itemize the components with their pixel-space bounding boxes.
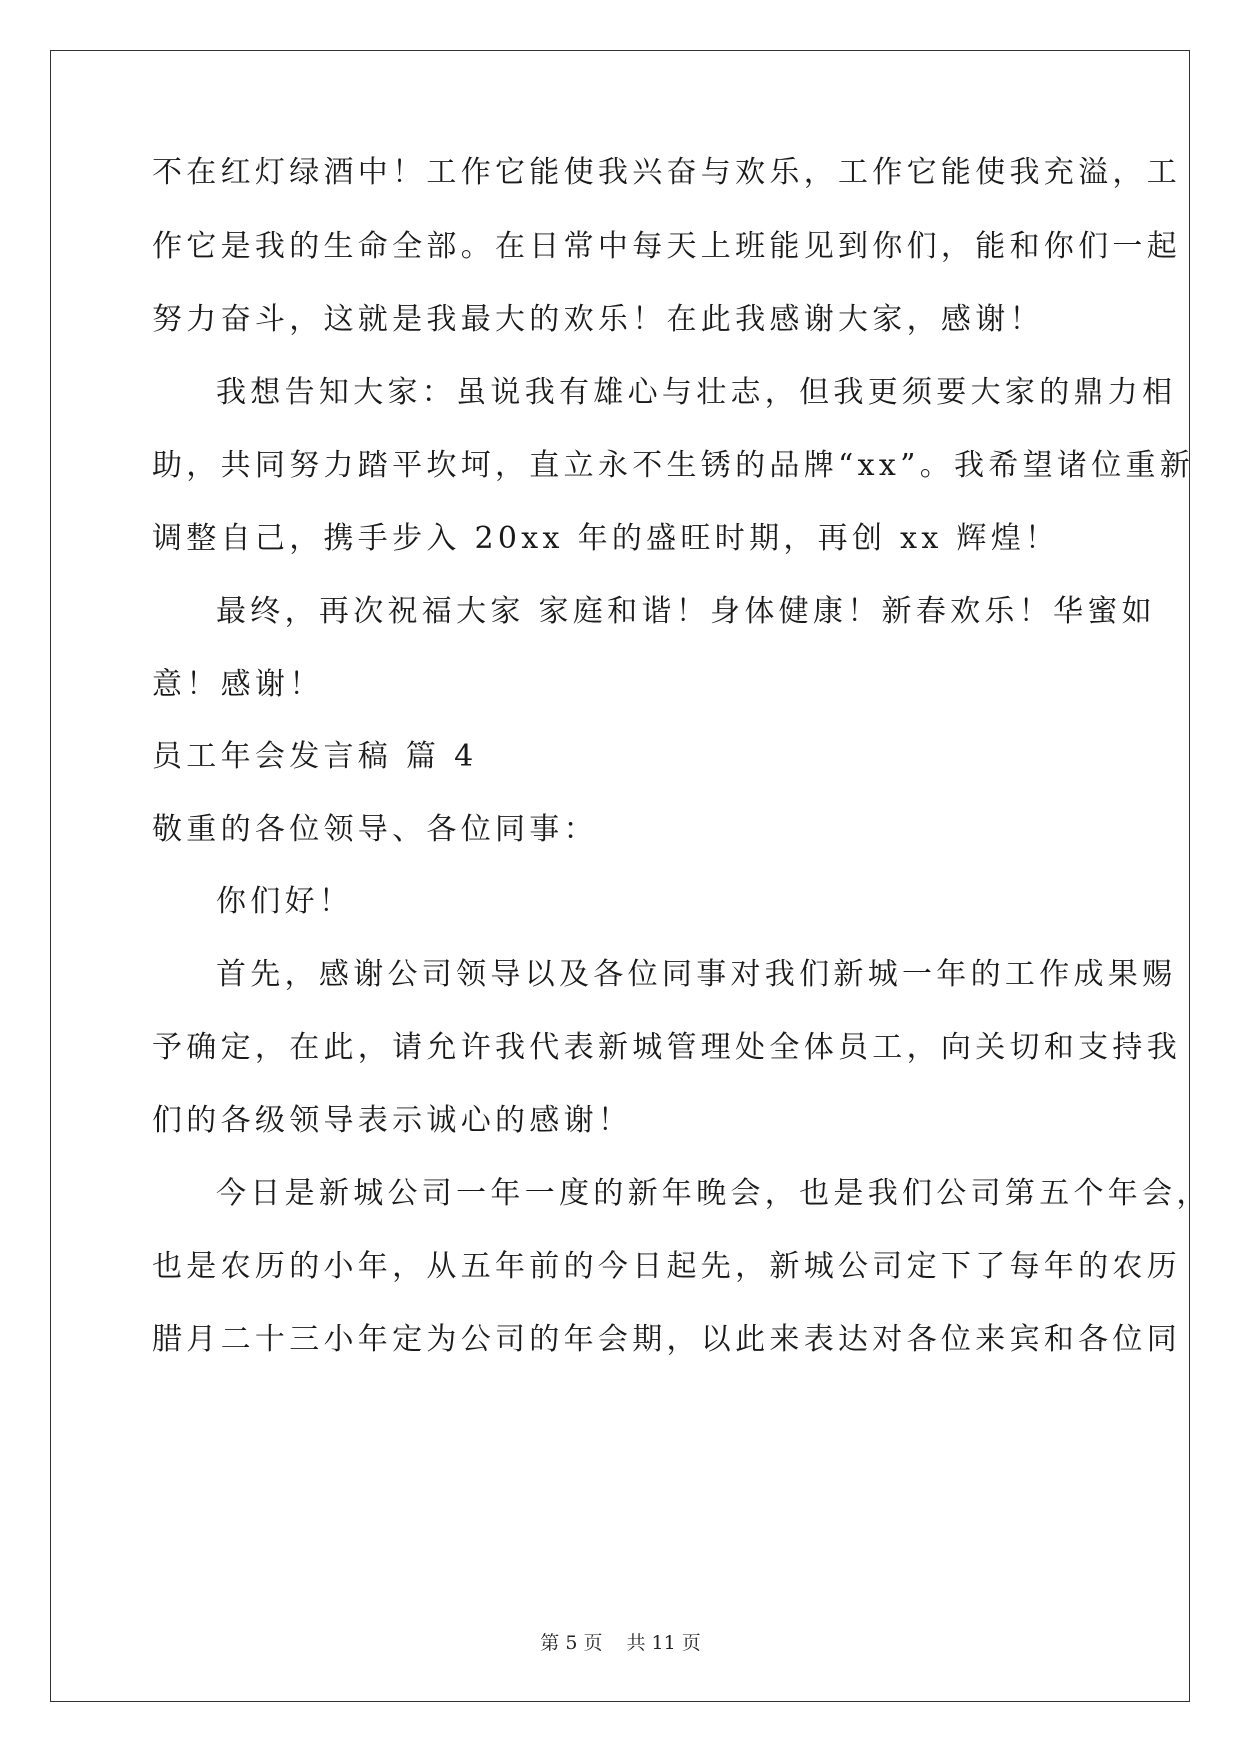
body-line: 腊月二十三小年定为公司的年会期，以此来表达对各位来宾和各位同 — [152, 1322, 1181, 1357]
body-line: 今日是新城公司一年一度的新年晚会，也是我们公司第五个年会， — [216, 1176, 1211, 1211]
body-line: 助，共同努力踏平坎坷，直立永不生锈的品牌“xx”。我希望诸位重新 — [152, 448, 1195, 483]
section-heading: 员工年会发言稿 篇 4 — [152, 739, 478, 774]
body-line: 意！感谢！ — [152, 667, 324, 702]
greeting: 你们好！ — [216, 884, 354, 919]
page-frame — [50, 50, 1190, 1702]
page-total: 共 11 页 — [626, 1632, 701, 1654]
body-line: 最终，再次祝福大家 家庭和谐！身体健康！新春欢乐！华蜜如 — [216, 594, 1156, 629]
page-number: 第 5 页 — [540, 1632, 603, 1654]
body-line: 努力奋斗，这就是我最大的欢乐！在此我感谢大家，感谢！ — [152, 302, 1044, 337]
body-line: 们的各级领导表示诚心的感谢！ — [152, 1103, 633, 1138]
body-line: 也是农历的小年，从五年前的今日起先，新城公司定下了每年的农历 — [152, 1249, 1181, 1284]
body-line: 首先，感谢公司领导以及各位同事对我们新城一年的工作成果赐 — [216, 957, 1177, 992]
body-line: 不在红灯绿酒中！工作它能使我兴奋与欢乐，工作它能使我充溢，工 — [152, 155, 1181, 190]
salutation: 敬重的各位领导、各位同事： — [152, 812, 598, 847]
body-line: 调整自己，携手步入 20xx 年的盛旺时期，再创 xx 辉煌！ — [152, 521, 1060, 556]
page-footer — [0, 1628, 1241, 1655]
body-line: 予确定，在此，请允许我代表新城管理处全体员工，向关切和支持我 — [152, 1030, 1181, 1065]
body-line: 我想告知大家：虽说我有雄心与壮志，但我更须要大家的鼎力相 — [216, 375, 1177, 410]
body-line: 作它是我的生命全部。在日常中每天上班能见到你们，能和你们一起 — [152, 229, 1181, 264]
